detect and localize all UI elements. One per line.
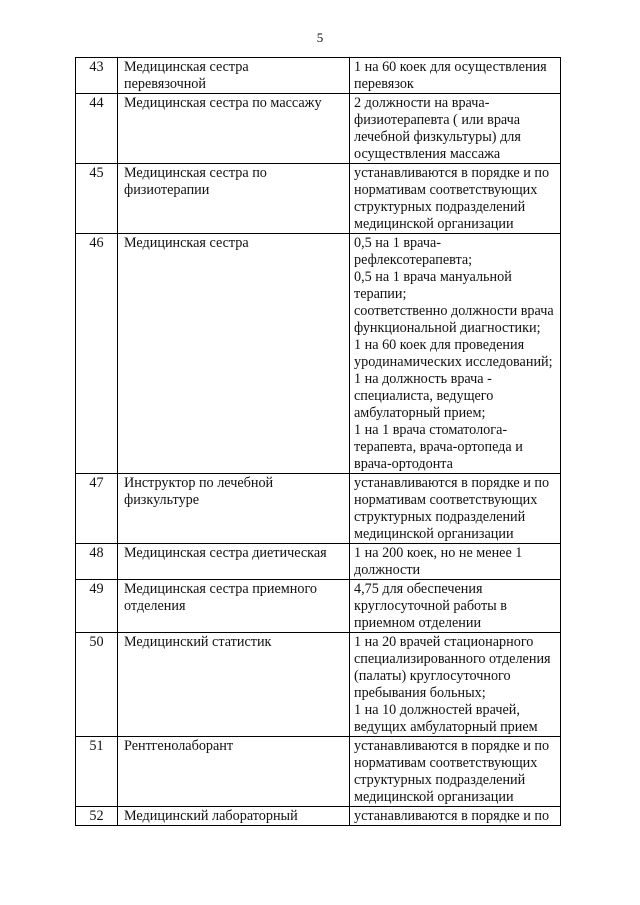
staffing-norm-text-line: 1 на 20 врачей стационарного — [354, 634, 534, 650]
position-text-line: Рентгенолаборант — [124, 738, 234, 754]
row-number-cell: 44 — [76, 94, 118, 164]
staffing-norm-cell — [350, 234, 561, 474]
row-number-cell: 46 — [76, 234, 118, 474]
staffing-norm-cell — [350, 737, 561, 807]
staffing-norm-text-line: 1 на 60 коек для осуществления — [354, 59, 547, 75]
staffing-norm-text-line: 0,5 на 1 врача- — [354, 235, 442, 251]
staffing-norm-text-line: 4,75 для обеспечения — [354, 581, 483, 597]
position-cell — [118, 94, 350, 164]
table-row — [76, 164, 561, 234]
position-text-line: Медицинская сестра диетическая — [124, 545, 327, 561]
table-row — [76, 474, 561, 544]
staffing-norm-cell — [350, 164, 561, 234]
staffing-norm-text-line: устанавливаются в порядке и по — [354, 738, 550, 754]
staffing-norm-text-line: круглосуточной работы в — [354, 598, 507, 614]
staffing-norm-text-line: уродинамических исследований; — [354, 354, 553, 370]
table-row — [76, 544, 561, 580]
table-row — [76, 234, 561, 474]
staffing-norm-text-line: (палаты) круглосуточного — [354, 668, 511, 684]
staffing-norm-text-line: лечебной физкультуры) для — [354, 129, 521, 145]
position-cell — [118, 164, 350, 234]
staffing-norm-text-line: терапевта, врача-ортопеда и — [354, 439, 523, 455]
staffing-norm-text-line: соответственно должности врача — [354, 303, 554, 319]
staffing-norm-text-line: структурных подразделений — [354, 199, 526, 215]
position-text-line: перевязочной — [124, 76, 206, 92]
staffing-norm-text-line: физиотерапевта ( или врача — [354, 112, 521, 128]
staffing-norm-text-line: устанавливаются в порядке и по — [354, 808, 550, 824]
row-number-cell: 45 — [76, 164, 118, 234]
staffing-norm-text-line: функциональной диагностики; — [354, 320, 541, 336]
staffing-norm-cell — [350, 633, 561, 737]
staffing-norm-text-line: нормативам соответствующих — [354, 182, 538, 198]
position-cell — [118, 807, 350, 826]
position-cell — [118, 544, 350, 580]
position-text-line: Медицинская сестра — [124, 59, 249, 75]
row-number-cell: 49 — [76, 580, 118, 633]
table-row — [76, 94, 561, 164]
table-row — [76, 737, 561, 807]
staffing-norm-text-line: 0,5 на 1 врача мануальной — [354, 269, 512, 285]
staffing-norm-text-line: структурных подразделений — [354, 509, 526, 525]
position-text-line: физкультуре — [124, 492, 200, 508]
staffing-norms-table — [75, 57, 561, 826]
staffing-norm-text-line: нормативам соответствующих — [354, 492, 538, 508]
position-cell — [118, 580, 350, 633]
staffing-norm-text-line: устанавливаются в порядке и по — [354, 165, 550, 181]
position-text-line: отделения — [124, 598, 186, 614]
staffing-norm-cell — [350, 580, 561, 633]
row-number-cell: 51 — [76, 737, 118, 807]
staffing-norm-text-line: должности — [354, 562, 421, 578]
position-cell — [118, 633, 350, 737]
row-number-cell: 50 — [76, 633, 118, 737]
position-text-line: Медицинская сестра приемного — [124, 581, 317, 597]
row-number-cell: 48 — [76, 544, 118, 580]
staffing-norm-cell — [350, 474, 561, 544]
table-row — [76, 633, 561, 737]
position-text-line: Медицинский статистик — [124, 634, 272, 650]
staffing-norm-cell — [350, 807, 561, 826]
staffing-norm-text-line: 2 должности на врача- — [354, 95, 490, 111]
row-number-cell: 47 — [76, 474, 118, 544]
staffing-norm-text-line: структурных подразделений — [354, 772, 526, 788]
staffing-norm-text-line: 1 на 200 коек, но не менее 1 — [354, 545, 523, 561]
staffing-norm-cell — [350, 544, 561, 580]
staffing-norm-cell — [350, 58, 561, 94]
row-number-cell: 52 — [76, 807, 118, 826]
table-row — [76, 58, 561, 94]
staffing-norm-text-line: терапии; — [354, 286, 407, 302]
position-text-line: физиотерапии — [124, 182, 210, 198]
staffing-norm-text-line: ведущих амбулаторный прием — [354, 719, 538, 735]
staffing-norm-text-line: медицинской организации — [354, 216, 514, 232]
staffing-norm-text-line: медицинской организации — [354, 789, 514, 805]
position-text-line: Медицинский лабораторный — [124, 808, 298, 824]
table-row — [76, 807, 561, 826]
position-text-line: Медицинская сестра по массажу — [124, 95, 322, 111]
table-row — [76, 580, 561, 633]
staffing-norm-text-line: устанавливаются в порядке и по — [354, 475, 550, 491]
staffing-norm-cell — [350, 94, 561, 164]
page-number: 5 — [316, 30, 324, 45]
staffing-norm-text-line: специализированного отделения — [354, 651, 551, 667]
staffing-norm-text-line: перевязок — [354, 76, 414, 92]
staffing-norm-text-line: 1 на должность врача - — [354, 371, 492, 387]
position-cell — [118, 58, 350, 94]
staffing-norm-text-line: нормативам соответствующих — [354, 755, 538, 771]
row-number-cell: 43 — [76, 58, 118, 94]
staffing-norm-text-line: пребывания больных; — [354, 685, 486, 701]
position-cell — [118, 234, 350, 474]
staffing-norm-text-line: приемном отделении — [354, 615, 482, 631]
staffing-norm-text-line: врача-ортодонта — [354, 456, 453, 472]
staffing-norm-text-line: рефлексотерапевта; — [354, 252, 473, 268]
position-text-line: Медицинская сестра по — [124, 165, 267, 181]
staffing-norm-text-line: медицинской организации — [354, 526, 514, 542]
position-cell — [118, 737, 350, 807]
staffing-norm-text-line: 1 на 60 коек для проведения — [354, 337, 525, 353]
position-cell — [118, 474, 350, 544]
position-text-line: Медицинская сестра — [124, 235, 249, 251]
staffing-norm-text-line: осуществления массажа — [354, 146, 501, 162]
staffing-norm-text-line: амбулаторный прием; — [354, 405, 486, 421]
position-text-line: Инструктор по лечебной — [124, 475, 274, 491]
staffing-norm-text-line: 1 на 1 врача стоматолога- — [354, 422, 508, 438]
staffing-norm-text-line: специалиста, ведущего — [354, 388, 494, 404]
staffing-norm-text-line: 1 на 10 должностей врачей, — [354, 702, 520, 718]
